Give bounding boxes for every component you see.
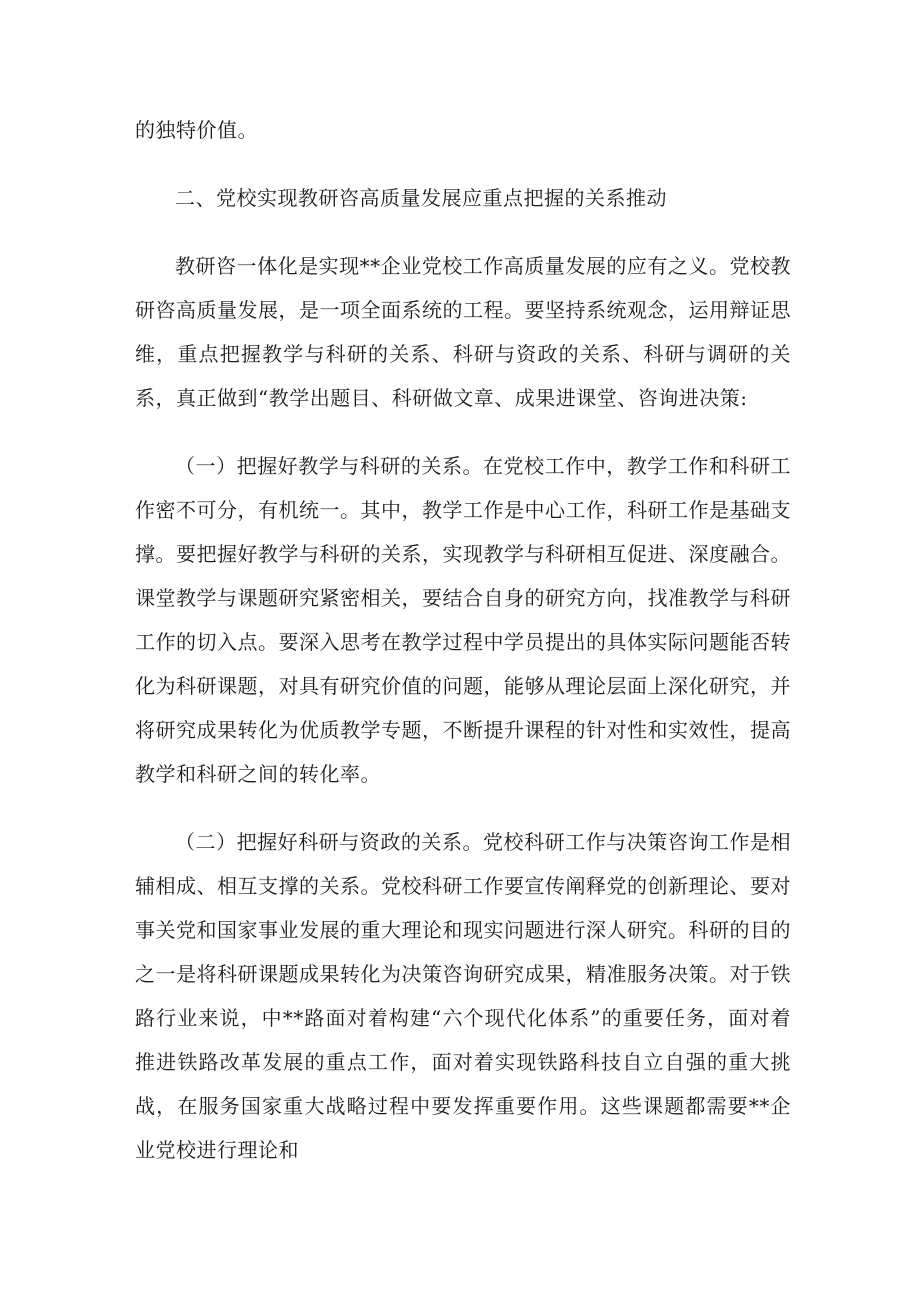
document-page [135, 108, 791, 1172]
paragraph-intro: 教研咨一体化是实现**企业党校工作高质量发展的应有之义。党校教研咨高质量发展，是一项全面系统的工程。要坚持系统观念，运用辩证思维，重点把握教学与科研的关系、科研与资政的关系、科研与调研的关系，真正做到“教学出题目、科研做文章、成果进课堂、咨询进决策: [135, 254, 791, 410]
paragraph-continuation: 的独特价值。 [135, 118, 258, 142]
paragraph-teaching-research: （一）把握好教学与科研的关系。在党校工作中，教学工作和科研工作密不可分，有机统一。其中，教学工作是中心工作，科研工作是基础支撑。要把握好教学与科研的关系，实现教学与科研相互促进、深度融合。课堂教学与课题研究紧密相关，要结合自身的研究方向，找准教学与科研工作的切入点。要深入思考在教学过程中学员提出的具体实际问题能否转化为科研课题，对具有研究价值的问题，能够从理论层面上深化研究，并将研究成果转化为优质教学专题，不断提升课程的针对性和实效性，提高教学和科研之间的转化率。 [135, 454, 791, 786]
section-heading: 二、党校实现教研咨高质量发展应重点把握的关系推动 [175, 186, 667, 210]
paragraph-research-advisory: （二）把握好科研与资政的关系。党校科研工作与决策咨询工作是相辅相成、相互支撑的关系。党校科研工作要宣传阐释党的创新理论、要对事关党和国家事业发展的重大理论和现实问题进行深人研究。科研的目的之一是将科研课题成果转化为决策咨询研究成果，精准服务决策。对于铁路行业来说，中**路面对着构建“六个现代化体系”的重要任务，面对着推进铁路改革发展的重点工作，面对着实现铁路科技自立自强的重大挑战，在服务国家重大战略过程中要发挥重要作用。这些课题都需要**企业党校进行理论和 [135, 830, 791, 1162]
